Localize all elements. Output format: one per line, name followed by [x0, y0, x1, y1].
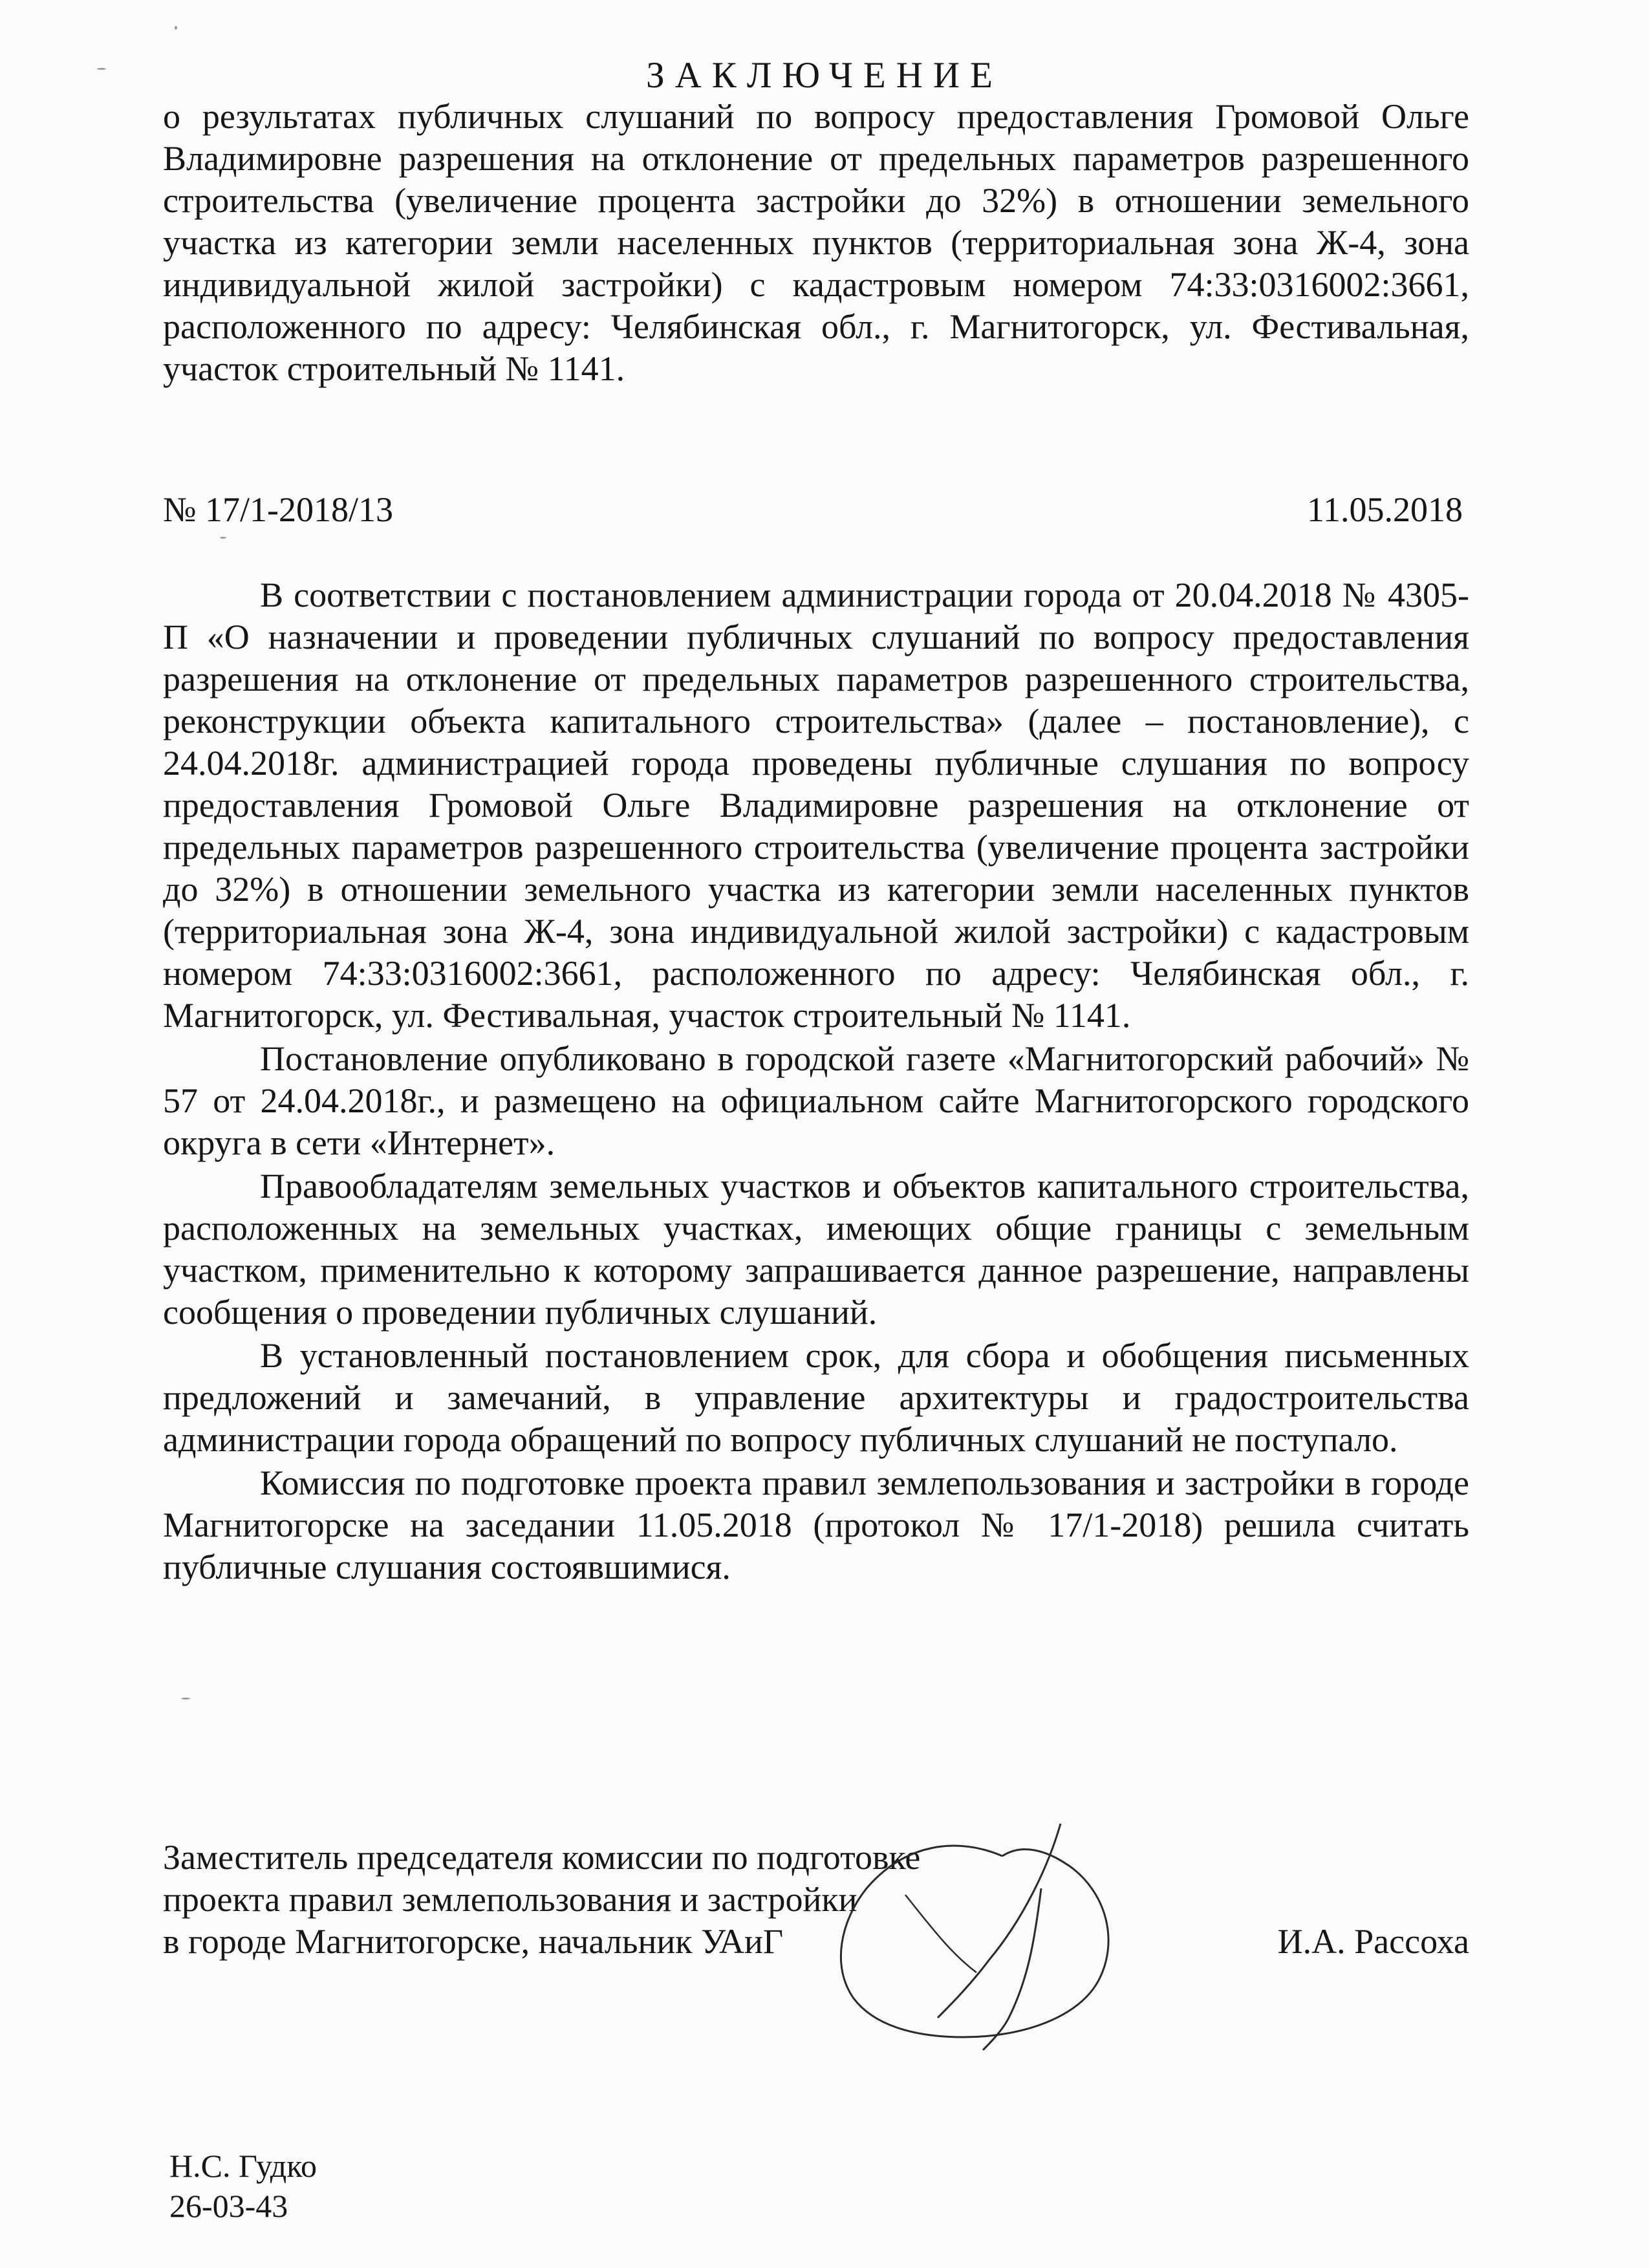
scan-speck [97, 68, 106, 70]
executor-phone: 26-03-43 [169, 2188, 288, 2224]
executor-info [169, 2146, 317, 2226]
body-paragraph-4: В установленный постановлением срок, для сбора и обобщения письменных предложений и замечаний, в управление архитектуры и градостроительства администрации города обращений по вопросу публичных слушаний не поступало. [163, 1336, 1469, 1459]
signature-block [163, 1837, 1469, 1963]
document-body [163, 574, 1469, 1588]
body-paragraph-3: Правообладателям земельных участков и объектов капитального строительства, расположенных на земельных участках, имеющих общие границы с земельным участком, применительно к которому запрашивается данное разрешение, направлены сообщения о проведении публичных слушаний. [163, 1167, 1469, 1332]
scan-speck [175, 26, 177, 30]
signer-position-line-1: Заместитель председателя комиссии по подготовке [163, 1838, 921, 1877]
signer-position-line-3: в городе Магнитогорске, начальник УАиГ [163, 1922, 784, 1961]
document-subject: о результатах публичных слушаний по вопросу предоставления Громовой Ольге Владимировне разрешения на отклонение от предельных параметров разрешенного строительства (увеличение процента застройки до 32%) в отношении земельного участка из категории земли населенных пунктов (территориальная зона Ж-4, зона индивидуальной жилой застройки) с кадастровым номером 74:33:0316002:3661, расположенного по адресу: Челябинская обл., г. Магнитогорск, ул. Фестивальная, участок строительный № 1141. [163, 97, 1469, 388]
handwritten-signature [828, 1811, 1132, 2082]
body-paragraph-1: В соответствии с постановлением администрации города от 20.04.2018 № 4305-П «О назначении и проведении публичных слушаний по вопросу предоставления разрешения на отклонение от предельных параметров разрешенного строительства, реконструкции объекта капитального строительства» (далее – постановление), с 24.04.2018г. администрацией города проведены публичные слушания по вопросу предоставления Громовой Ольге Владимировне разрешения на отклонение от предельных параметров разрешенного строительства (увеличение процента застройки до 32%) в отношении земельного участка из категории земли населенных пунктов (территориальная зона Ж-4, зона индивидуальной жилой застройки) с кадастровым номером 74:33:0316002:3661, расположенного по адресу: Челябинская обл., г. Магнитогорск, ул. Фестивальная, участок строительный № 1141. [163, 576, 1469, 1035]
signer-name: И.А. Рассоха [1277, 1922, 1469, 1961]
signer-position-line-2: проекта правил землепользования и застройки [163, 1880, 857, 1919]
body-paragraph-5: Комиссия по подготовке проекта правил землепользования и застройки в городе Магнитогорске на заседании 11.05.2018 (протокол № 17/1-2018) решила считать публичные слушания состоявшимися. [163, 1463, 1469, 1586]
scan-speck [181, 1698, 190, 1700]
document-title: ЗАКЛЮЧЕНИЕ [646, 55, 1003, 96]
scan-speck [220, 537, 226, 539]
executor-name: Н.С. Гудко [169, 2148, 318, 2184]
document-number: № 17/1-2018/13 [163, 490, 394, 529]
document-date: 11.05.2018 [1307, 490, 1463, 529]
body-paragraph-2: Постановление опубликовано в городской газете «Магнитогорский рабочий» № 57 от 24.04.2018г., и размещено на официальном сайте Магнитогорского городского округа в сети «Интернет». [163, 1039, 1469, 1162]
